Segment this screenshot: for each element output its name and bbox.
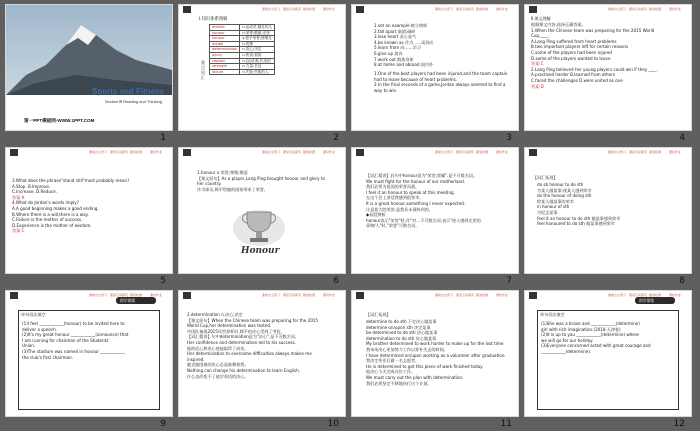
header-tab: 课时作业 [323,150,336,154]
header-tab: 课堂互动探究 [110,150,129,154]
header-tab: 课堂互动探究 [629,150,648,154]
text-line: D.Experience is the mother of wisdom. [12,222,92,228]
text-line: determine on/upon sth 决定某事 [366,324,431,330]
practice-badge: 即学即练 [635,297,675,304]
vocab-word: captain [210,58,240,64]
vocab-word: medal [210,41,240,47]
text-line: 4.be known as 作为……而闻名 [374,39,434,45]
slide-title: Sports and Fitness [91,87,164,96]
slide-thumbnail-7[interactable] [352,148,518,286]
text-line: 她克服困难的决心总是鼓舞着我。 [187,362,249,368]
slide-header [179,148,345,157]
header-tab: 课时作业 [323,7,336,11]
slide-header [179,291,345,300]
text-line: 6.give up 放弃 [374,50,403,56]
text-line: honour表示"荣誉"时,作"对…不可数名词,表示"使人感到光荣的 [366,217,481,223]
text-line: her country. [197,181,222,187]
table-row [210,36,275,42]
honour-caption: Honour [241,246,280,256]
text-line: 中国队备战2015年世界杯时,郎平的决心受到了考验。 [187,328,285,334]
text-line: 1.honour n.荣誉;尊敬;敬意 [197,170,248,175]
header-tab: 随堂检测 [303,293,316,297]
header-tab: 课前自主预习 [89,293,108,297]
logo-icon [10,292,18,299]
text-line: We must fight for the honour of our motherland. [366,178,466,184]
text-line: C.faced the challenges D.were united as one [531,77,623,83]
text-line: 为纪念某事 [537,209,558,215]
text-line: Union. [22,343,36,349]
header-tab: 随堂检测 [130,293,143,297]
text-line: 答案:D [531,83,544,89]
slide-number: 12 [673,419,685,429]
text-line: 【课文原句】As a player,Lang Ping brought honour and glory to [197,175,325,181]
text-line: 5.learn from 向……学习 [374,45,421,51]
text-line: (3)Everyone concerned acted with great courage and [541,343,651,349]
slide-thumbnail-11[interactable] [352,291,518,429]
text-line: 【词汇精讲】句中determination意为"决心",是不可数名词。 [187,334,299,340]
vocab-meaning: n.伤害;损害 [240,52,275,58]
slide-number: 4 [679,133,685,143]
practice-badge: 即学即练 [116,297,156,304]
text-line: had to leave because of heart problems. [374,76,458,82]
text-line: feel honoured to do sth 做某事感到荣幸 [537,221,615,227]
slide-number: 8 [679,276,685,286]
header-tab: 随堂检测 [303,150,316,154]
text-line: 4.What do Jordan's words imply? [12,200,79,206]
exercise-box [537,310,679,410]
section-heading: Ⅰ.知识体系图解 [199,17,228,22]
slide-number: 11 [500,419,512,429]
header-tab: 课前自主预习 [262,293,281,297]
text-line: 他的信心和决心使他取得了成功。 [187,345,249,351]
text-line: A.Stop. B.Improve. [12,183,51,189]
text-line: I am running for chairman of the Students' [22,337,110,343]
header-tab: 课堂互动探究 [456,293,475,297]
slide-number: 1 [160,133,166,143]
header-tab: 课前自主预习 [89,150,108,154]
logo-icon [183,6,191,13]
logo-icon [356,149,364,156]
exercise-heading: 单句语法填空 [540,312,565,317]
text-line: 1.When the Chinese team was preparing for the 2015 World [531,27,655,33]
text-line: 8.at home and abroad 国内外 [374,62,434,68]
phrase-list [374,23,434,68]
header-tab: 随堂检测 [130,150,143,154]
logo-icon [529,292,537,299]
mountain-icon [6,5,172,95]
text-line: 2.In the final seconds of a game,Jordan always seemed to find a [374,82,506,88]
text-line: We must carry out the plan with determination. [366,374,464,380]
vocab-meaning: n.(运动)队长;船长 [240,58,275,64]
slide-number: 2 [333,133,339,143]
text-line: 我弟弟决心更加努力工作以弥补失去的时间。 [366,346,448,352]
vocab-word: honour [210,36,240,42]
slide-number: 3 [506,133,512,143]
header-tab: 课时作业 [669,7,682,11]
logo-icon [356,6,364,13]
text-line: World Cup,her determination was tested. [187,323,272,329]
text-line: feel it an honour to do sth 做某事感到荣幸 [537,215,621,221]
header-tab: 课前自主预习 [608,150,627,154]
slide-header [6,148,172,157]
text-line: B.two important players left for certain reasons [531,44,629,50]
table-row [210,30,275,36]
header-tab: 课时作业 [669,293,682,297]
text-line: do sb honour to do sth [537,182,584,187]
vocab-word: honour [210,30,240,36]
section-heading: Ⅱ.课文理解 [531,16,551,21]
logo-icon [183,149,191,156]
vocab-meaning: n.运动员;强壮的人 [240,25,275,31]
vocab-entry [187,312,318,379]
table-row [210,69,275,75]
text-line: 【课文原句】When the Chinese team was preparing for the 2015 [187,317,319,323]
vocab-meaning: n.决心;决定 [240,47,275,53]
logo-icon [356,292,364,299]
header-tab: 课前自主预习 [435,150,454,154]
slide-number: 5 [160,276,166,286]
exercise-list [22,321,128,360]
header-tab: 课前自主预习 [435,293,454,297]
slide-thumbnail-1[interactable] [6,5,172,143]
text-line: 什么也改变不了他学英语的决心。 [187,373,249,379]
text-line: 1.set an example 树立榜样 [374,23,428,28]
text-line: 1.One of the best players had been injured,and the team captain [374,71,508,76]
text-line: A.Lang Ping suffered from heart problems [531,38,617,44]
text-line: determination to do sth 决心做某事 [366,335,437,341]
text-line: do the honour of doing sth [537,193,592,199]
header-tab: 课堂互动探究 [456,150,475,154]
slide-thumbnail-5[interactable] [6,148,172,286]
text-line: 3.lose heart 灰心丧气 [374,34,417,40]
text-line: B.Where there is a will,there is a way. [12,211,89,217]
header-tab: 课堂互动探究 [629,7,648,11]
text-line: It is a great honour,something I never expected. [366,200,466,206]
text-line: 在这个会上讲话我感到很荣幸。 [366,195,424,201]
logo-icon [529,149,537,156]
vocab-entry [197,170,325,192]
text-line: C.Failure is the mother of success. [12,217,83,223]
text-line: A.practised harder B.learned from others [531,72,615,78]
slide-number: 7 [506,276,512,286]
slide-header [352,5,518,14]
vocab-word: strength [210,64,240,70]
slide-subtitle: Section Ⅲ Reading and Thinking [104,99,162,104]
text-line: C.Increase. D.Reduce. [12,189,57,195]
slide-thumbnail-2[interactable] [179,5,345,143]
vocab-word: athlete [210,25,240,31]
text-line: ◆易混辨析 [366,212,386,218]
slide-footer: 第一PPT模板网-WWW.1PPT.COM [24,118,95,123]
header-tab: 课时作业 [496,293,509,297]
vocab-meaning: v.授予荣誉;使增光 [240,36,275,42]
text-line: 答案:A [12,194,25,200]
slide-header [179,5,345,14]
mountain-image [6,5,172,95]
text-line: 这是莫大的荣誉,是我从未预料到的。 [366,206,433,212]
slide-header [352,148,518,157]
slide-thumbnail-9[interactable] [6,291,172,429]
header-tab: 课时作业 [496,150,509,154]
text-line: 我们必须坚定不移地执行这个计划。 [366,380,432,386]
header-tab: 课前自主预习 [435,7,454,11]
section-heading: 【词汇拓展】 [533,175,558,180]
header-tab: 课前自主预习 [262,7,281,11]
table-row [210,58,275,64]
text-line: 3.What does the phrase"stand still"most probably mean? [12,178,130,183]
header-tab: 课堂互动探究 [629,293,648,297]
header-tab: 课堂互动探究 [283,7,302,11]
text-line: Cup,____. [531,33,550,39]
header-tab: 随堂检测 [476,150,489,154]
header-tab: 课前自主预习 [608,7,627,11]
exercise-box [18,310,160,410]
vocab-meaning: n.奖牌 [240,41,275,47]
slide-thumbnail-6[interactable] [179,148,345,286]
explanation-list [366,173,481,229]
text-line: D.some of the players wanted to leave [531,55,611,61]
text-line: ____________(determine). [541,348,592,354]
text-line: 2.determination n.决心;决定 [187,312,243,317]
exercise-list [541,321,651,355]
header-tab: 课前自主预习 [262,150,281,154]
header-tab: 课堂互动探究 [456,7,475,11]
slide-thumbnail-3[interactable] [352,5,518,143]
text-line: 作为球员,郎平给她的国家带来了荣誉。 [197,186,268,192]
header-tab: 课堂互动探究 [110,293,129,297]
vocab-table [209,24,275,75]
vocab-word: failure [210,69,240,75]
text-line: 2.Lang Ping believed her young players could win if they ____. [531,66,658,72]
text-line: My brother determined to work harder to make up for the lost time. [366,341,505,347]
expansion-list [366,319,506,386]
text-line: girl with rich imagination.(2018·天津卷) [541,326,621,332]
text-line: deliver a speech. [22,326,58,332]
text-line: 为某人做某事;使某人感到荣幸 [537,187,592,193]
text-line: 我们必须为祖国的荣誉而战。 [366,184,420,190]
text-line: Her confidence and determination led to his success. [187,339,296,345]
header-tab: 课时作业 [150,150,163,154]
text-line: in honour of sth [537,204,570,210]
exercise-heading: 单句语法填空 [21,312,46,317]
logo-icon [183,292,191,299]
slide-header [525,148,691,157]
slide-number: 9 [160,419,166,429]
slide-header [352,291,518,300]
slide-header [525,5,691,14]
slide-number: 10 [327,419,339,429]
expansion-list [537,182,620,227]
header-tab: 课时作业 [150,293,163,297]
header-tab: 课堂互动探究 [283,293,302,297]
header-tab: 课时作业 [323,293,336,297]
header-tab: 课时作业 [496,7,509,11]
text-line: (3)The stadium was named in honour ____________ [22,348,125,354]
header-tab: 随堂检测 [649,293,662,297]
text-line: 答案:C [12,228,25,234]
header-tab: 随堂检测 [649,7,662,11]
text-line: I feel it an honour to speak at this meeting. [366,189,455,195]
header-tab: 课前自主预习 [608,293,627,297]
text-line: A.A good beginning makes a good ending. [12,205,99,211]
header-tab: 课堂互动探究 [283,150,302,154]
vocab-meaning: n.失败;失败的人 [240,69,275,75]
header-tab: 随堂检测 [476,293,489,297]
slide-number: 6 [333,276,339,286]
text-line: the club's first chairman. [22,354,73,360]
logo-icon [10,149,18,156]
text-line: 他决心今天完成这份工作。 [366,369,416,375]
header-tab: 随堂检测 [476,7,489,11]
text-line: (2)It is up to you ____________(determine) where [541,332,639,338]
table-row [210,25,275,31]
text-line: way to win. [374,87,398,93]
section-heading: 【词汇拓展】 [366,312,391,317]
text-line: Nothing can change his determination to learn English. [187,367,300,373]
slide-thumbnail-4[interactable] [525,5,691,143]
logo-icon [529,6,537,13]
sentence-list [374,71,507,93]
text-line: determine to do sth 下定决心做某事 [366,319,437,324]
text-line: (1)I feel ____________(honour) to be invited here to [22,321,125,326]
header-tab: 随堂检测 [303,7,316,11]
vocab-word: determination [210,47,240,53]
text-line: be determined to do sth 决心做某事 [366,330,438,336]
text-line: (2)It's my great honour ____________(announce) that [22,332,129,338]
text-line: 【词汇精讲】此句中honour意为"荣誉;荣耀",是不可数名词。 [366,173,477,178]
text-line: Her determination to overcome difficulties always makes me [187,351,312,357]
vocab-word: injury [210,52,240,58]
text-line: I have determined on/upon working as a volunteer after graduation. [366,352,506,358]
text-line: we will go for our holiday. [541,337,594,343]
header-tab: 随堂检测 [649,150,662,154]
text-line: inspired. [187,356,205,362]
header-tab: 课时作业 [669,150,682,154]
text-line: He is determined to get this piece of work finished today. [366,363,484,369]
slide-thumbnail-12[interactable] [525,291,691,429]
text-line: 答案:C [531,61,544,67]
vocab-meaning: n.力量;长处 [240,64,275,70]
question-list [531,22,658,89]
text-line: 7.work out 锻炼身体 [374,56,414,62]
trophy-icon [231,204,287,250]
text-line: 根据课文内容,选择正确答案。 [531,22,586,27]
slide-thumbnail-10[interactable] [179,291,345,429]
vocab-meaning: n.荣誉;敬意;光荣 [240,30,275,36]
question-list [12,178,129,234]
text-line: C.some of the players had been injured [531,49,612,55]
slide-thumbnail-8[interactable] [525,148,691,286]
text-line: (1)She was a brave and ____________(determine) [541,321,640,326]
text-line: 2.fall apart 崩溃;破碎 [374,28,416,34]
table-label: 重点词汇 [201,60,205,80]
text-line: 事物/人"时,"荣誉"可数名词。 [366,223,420,229]
text-line: 我决定毕业后做一名志愿者。 [366,358,420,364]
text-line: 给某人做某事的荣幸 [537,198,574,204]
